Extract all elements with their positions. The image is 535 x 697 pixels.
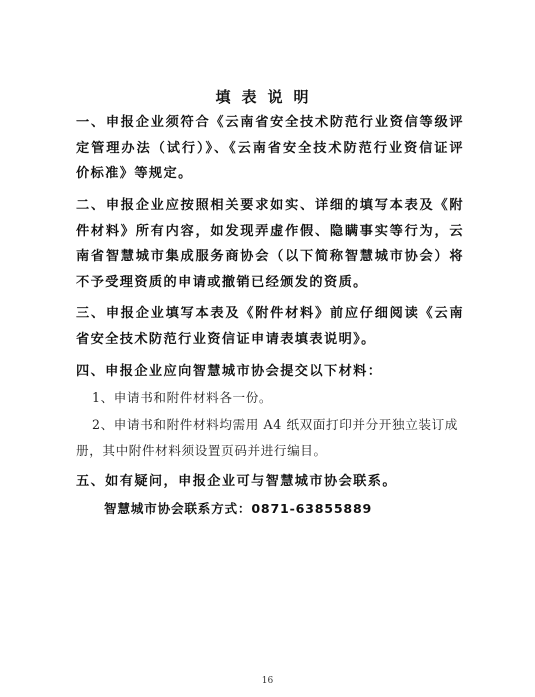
paragraph-2: 二、申报企业应按照相关要求如实、详细的填写本表及《附件材料》所有内容，如发现弄虚作假、隐瞒事实等行为，云南省智慧城市集成服务商协会（以下简称智慧城市协会）将不予受理资质的申请或撤销已经颁发的资质。 <box>76 198 464 290</box>
paragraph-1: 一、申报企业须符合《云南省安全技术防范行业资信等级评定管理办法（试行）》、《云南省安全技术防范行业资信证评价标准》等规定。 <box>76 115 464 181</box>
paragraph-3: 三、申报企业填写本表及《附件材料》前应仔细阅读《云南省安全技术防范行业资信证申请表填表说明》。 <box>76 306 464 347</box>
page-title: 填表说明 <box>215 88 320 106</box>
page-number: 16 <box>261 676 274 686</box>
sub-item-2: 2、申请书和附件材料均需用 A4 纸双面打印并分开独立装订成册，其中附件材料须设置页码并进行编目。 <box>76 417 458 458</box>
paragraph-4: 四、申报企业应向智慧城市协会提交以下材料： <box>76 364 383 379</box>
contact-info: 智慧城市协会联系方式：0871-63855889 <box>104 501 373 516</box>
sub-item-1: 1、申请书和附件材料各一份。 <box>92 390 273 405</box>
paragraph-5: 五、如有疑问，申报企业可与智慧城市协会联系。 <box>76 474 397 489</box>
